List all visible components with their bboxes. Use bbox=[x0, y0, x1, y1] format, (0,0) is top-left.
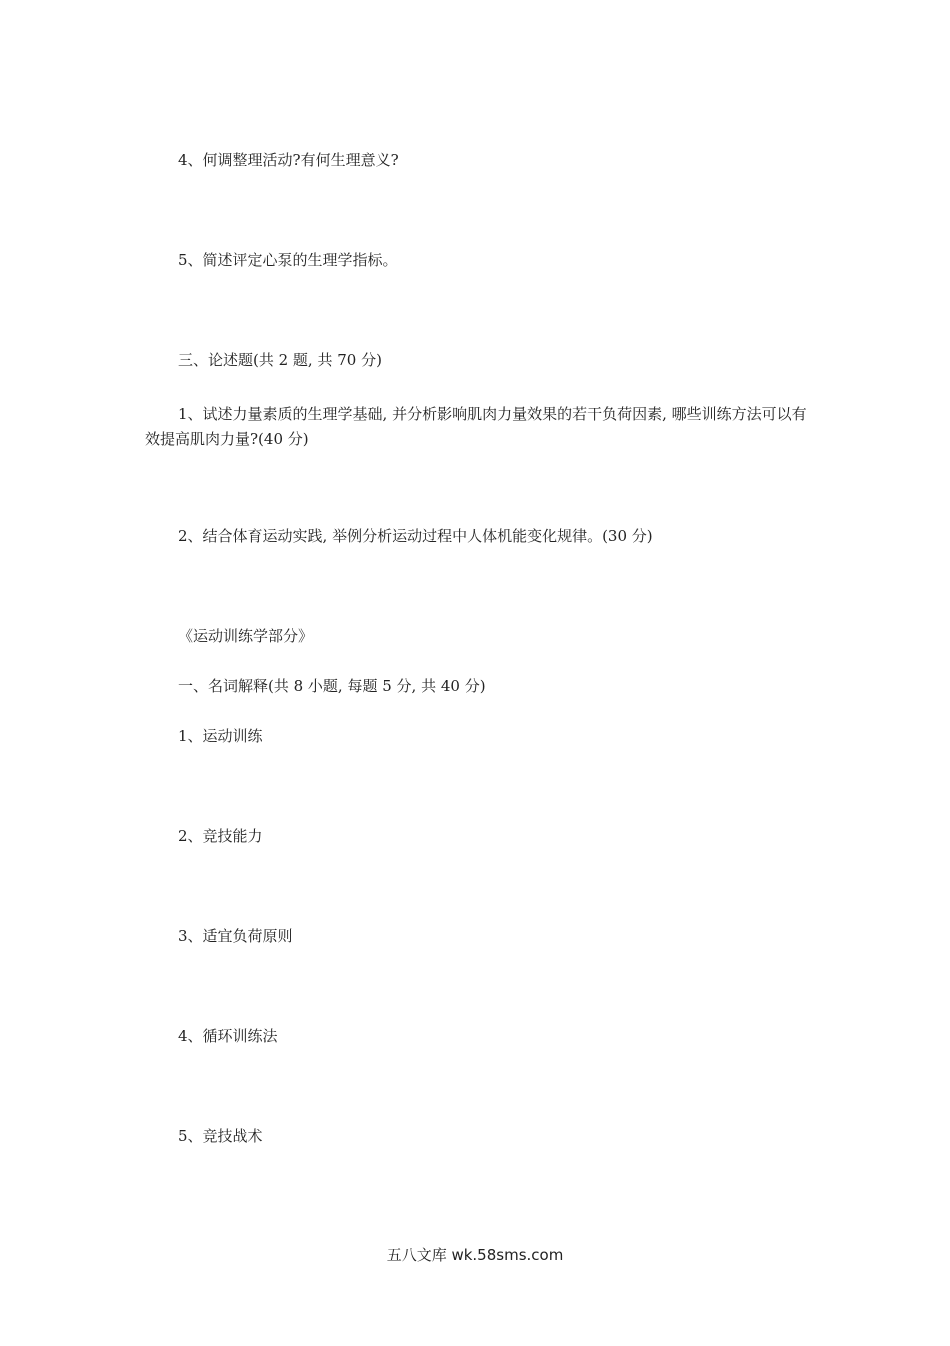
page-footer: 五八文库 wk.58sms.com bbox=[386, 1246, 564, 1264]
term-5: 5、竞技战术 bbox=[178, 1127, 263, 1145]
question-5-heart-pump-indicators: 5、简述评定心泵的生理学指标。 bbox=[178, 251, 398, 269]
term-4: 4、循环训练法 bbox=[178, 1027, 278, 1045]
essay-question-2: 2、结合体育运动实践, 举例分析运动过程中人体机能变化规律。(30 分) bbox=[178, 527, 653, 545]
term-3: 3、适宜负荷原则 bbox=[178, 927, 293, 945]
essay-question-1: 1、试述力量素质的生理学基础, 并分析影响肌肉力量效果的若干负荷因素, 哪些训练方法可以有效提高肌肉力量?(40 分) bbox=[145, 405, 807, 448]
term-1: 1、运动训练 bbox=[178, 727, 263, 745]
section-heading-essay: 三、论述题(共 2 题, 共 70 分) bbox=[178, 351, 382, 369]
question-4-adjustment-activity: 4、何调整理活动?有何生理意义? bbox=[178, 151, 399, 169]
section-heading-terms: 一、名词解释(共 8 小题, 每题 5 分, 共 40 分) bbox=[178, 677, 486, 695]
part-title-sports-training: 《运动训练学部分》 bbox=[178, 627, 314, 645]
term-2: 2、竞技能力 bbox=[178, 827, 263, 845]
